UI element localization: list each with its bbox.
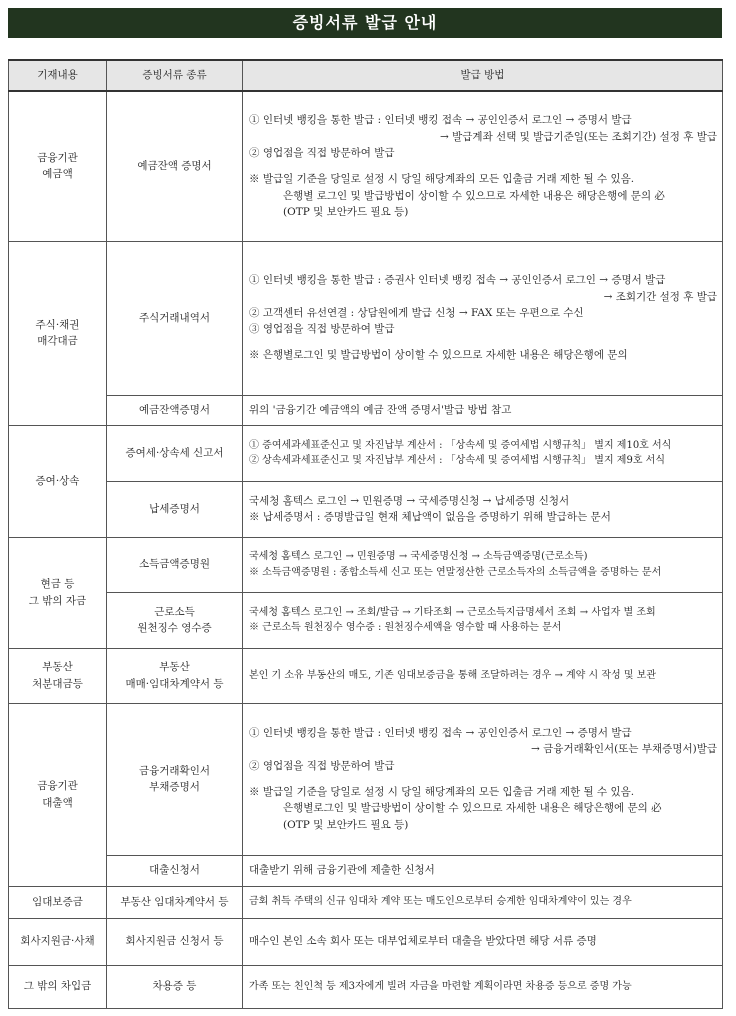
document-cell	[107, 425, 243, 481]
method-line: → 금융거래확인서(또는 부채증명서)발급	[531, 743, 717, 756]
category-text: 현금 등	[40, 578, 75, 591]
method-line: ② 고객센터 유선연결 : 상담원에게 발급 신청 → FAX 또는 우편으로 수신	[249, 306, 584, 319]
method-cell	[243, 886, 723, 918]
document-text: 대출신청서	[149, 864, 200, 877]
document-text: 증여세·상속세 신고서	[125, 446, 224, 459]
table-row	[9, 481, 723, 537]
method-cell	[243, 395, 723, 425]
method-line: ※ 은행별로그인 및 발급방법이 상이할 수 있으므로 자세한 내용은 해당은행에 문의	[249, 349, 628, 362]
table-row	[9, 241, 723, 395]
category-cell	[9, 703, 107, 886]
method-cell	[243, 592, 723, 648]
method-cell	[243, 703, 723, 855]
method-cell	[243, 965, 723, 1008]
category-text: 금융기관	[37, 780, 78, 793]
method-line: ② 영업점을 직접 방문하여 발급	[249, 759, 395, 772]
method-line: ① 인터넷 뱅킹을 통한 발급 : 인터넷 뱅킹 접속 → 공인인증서 로그인 → 증명서 발급	[249, 727, 632, 740]
document-text: 원천징수 영수증	[137, 622, 212, 634]
method-cell	[243, 537, 723, 592]
method-line: 국세청 홈텍스 로그인 → 조회/발급 → 기타조회 → 근로소득지급명세서 조회 → 사업자 별 조회	[249, 606, 656, 618]
method-line: 국세청 홈텍스 로그인 → 민원증명 → 국세증명신청 → 소득금액증명(근로소득)	[249, 551, 588, 562]
document-text: 주식거래내역서	[138, 311, 210, 324]
document-cell	[107, 855, 243, 886]
document-cell	[107, 886, 243, 918]
method-line: → 조회기간 설정 후 발급	[603, 290, 717, 303]
document-cell	[107, 91, 243, 241]
method-line: ② 영업점을 직접 방문하여 발급	[249, 146, 395, 159]
document-text: 예금잔액 증명서	[137, 160, 212, 173]
method-line: 대출받기 위해 금융기관에 제출한 신청서	[249, 864, 435, 877]
table-row	[9, 965, 723, 1008]
document-text: 부동산 임대차계약서 등	[120, 895, 229, 908]
spacer	[249, 774, 717, 784]
spacer	[249, 337, 717, 347]
header-document-type: 증빙서류 종류	[107, 60, 243, 91]
table-header-row	[9, 60, 723, 91]
page-title: 증빙서류 발급 안내	[8, 8, 722, 38]
table-row	[9, 648, 723, 703]
document-text: 예금잔액증명서	[138, 403, 210, 416]
category-cell	[9, 918, 107, 965]
document-cell	[107, 592, 243, 648]
method-cell	[243, 648, 723, 703]
method-line: 금회 취득 주택의 신규 임대차 계약 또는 매도인으로부터 승계한 임대차계약이 있는 경우	[249, 896, 632, 908]
document-cell	[107, 965, 243, 1008]
category-text: 처분대금등	[32, 677, 83, 690]
category-cell	[9, 91, 107, 241]
document-cell	[107, 703, 243, 855]
category-cell	[9, 648, 107, 703]
document-text: 차용증 등	[152, 980, 197, 993]
category-text: 그 밖의 자금	[28, 594, 87, 607]
header-category: 기재내용	[9, 60, 107, 91]
category-text: 매각대금	[37, 335, 78, 347]
table-row	[9, 855, 723, 886]
document-text: 근로소득	[154, 605, 195, 618]
category-text: 금융기관	[37, 151, 78, 164]
category-text: 부동산	[42, 661, 73, 674]
method-cell	[243, 918, 723, 965]
document-text: 매매·임대차계약서 등	[125, 677, 224, 690]
table-row	[9, 91, 723, 241]
document-text: 부채증명서	[149, 781, 200, 793]
method-line: 본인 기 소유 부동산의 매도, 기존 임대보증금을 통해 조달하려는 경우 → 계약 시 작성 및 보관	[249, 669, 656, 681]
category-cell	[9, 537, 107, 648]
table-row	[9, 425, 723, 481]
method-line: ① 증여세과세표준신고 및 자진납부 계산서 : 「상속세 및 증여세법 시행규칙」 별지 제10호 서식	[249, 439, 672, 451]
category-cell	[9, 425, 107, 537]
method-line: ① 인터넷 뱅킹을 통한 발급 : 인터넷 뱅킹 접속 → 공인인증서 로그인 → 증명서 발급	[249, 114, 632, 127]
category-text: 주식·채권	[35, 318, 80, 331]
document-text: 회사지원금 신청서 등	[125, 935, 224, 948]
spacer	[249, 161, 717, 171]
method-line: (OTP 및 보안카드 필요 등)	[283, 205, 409, 218]
document-table	[8, 59, 723, 1009]
method-line: 은행별로그인 및 발급방법이 상이할 수 있으므로 자세한 내용은 해당은행에 문의 必	[283, 802, 662, 815]
method-line: ① 인터넷 뱅킹을 통한 발급 : 증권사 인터넷 뱅킹 접속 → 공인인증서 로그인 → 증명서 발급	[249, 274, 666, 287]
document-cell	[107, 648, 243, 703]
method-cell	[243, 425, 723, 481]
category-cell	[9, 965, 107, 1008]
method-line: 국세청 홈텍스 로그인 → 민원증명 → 국세증명신청 → 납세증명 신청서	[249, 494, 570, 507]
method-line: ※ 발급일 기준을 당일로 설정 시 당일 해당계좌의 모든 입출금 거래 제한 될 수 있음.	[249, 786, 635, 798]
category-cell	[9, 886, 107, 918]
method-cell	[243, 481, 723, 537]
document-cell	[107, 537, 243, 592]
table-row	[9, 703, 723, 855]
method-line: (OTP 및 보안카드 필요 등)	[283, 818, 409, 831]
document-cell	[107, 918, 243, 965]
method-cell	[243, 855, 723, 886]
document-text: 금융거래확인서	[138, 764, 210, 777]
table-row	[9, 537, 723, 592]
category-text: 대출액	[42, 796, 73, 809]
document-cell	[107, 241, 243, 395]
method-line: ② 상속세과세표준신고 및 자진납부 계산서 : 「상속세 및 증여세법 시행규칙」 별지 제9호 서식	[249, 455, 665, 466]
method-line: 가족 또는 친인척 등 제3자에게 빌려 자금을 마련할 계획이라면 차용증 등으로 증명 가능	[249, 980, 632, 992]
category-text: 그 밖의 차입금	[23, 980, 92, 993]
category-cell	[9, 241, 107, 425]
method-line: ※ 근로소득 원천징수 영수증 : 원천징수세액을 영수할 때 사용하는 문서	[249, 622, 562, 633]
method-line: ※ 납세증명서 : 증명발급일 현재 체납액이 없음을 증명하기 위해 발급하는 문서	[249, 511, 611, 523]
method-line: ※ 소득금액증명원 : 종합소득세 신고 또는 연말정산한 근로소득자의 소득금액을 증명하는 문서	[249, 566, 662, 578]
category-text: 임대보증금	[32, 895, 83, 908]
category-text: 예금액	[42, 168, 73, 181]
method-line: ③ 영업점을 직접 방문하여 발급	[249, 323, 395, 336]
table-row	[9, 918, 723, 965]
method-line: ※ 발급일 기준을 당일로 설정 시 당일 해당계좌의 모든 입출금 거래 제한 될 수 있음.	[249, 173, 635, 186]
table-row	[9, 395, 723, 425]
document-text: 납세증명서	[149, 502, 200, 515]
method-line: 매수인 본인 소속 회사 또는 대부업체로부터 대출을 받았다면 해당 서류 증명	[249, 935, 597, 948]
method-cell	[243, 91, 723, 241]
document-text: 소득금액증명원	[138, 558, 210, 571]
table-row	[9, 592, 723, 648]
document-text: 부동산	[159, 661, 190, 674]
method-line: → 발급계좌 선택 및 발급기준일(또는 조회기간) 설정 후 발급	[440, 130, 717, 143]
header-issuance-method: 발급 방법	[243, 60, 723, 91]
document-cell	[107, 395, 243, 425]
method-line: 위의 '금융기간 예금액의 예금 잔액 증명서'발급 방법 참고	[249, 403, 512, 416]
method-cell	[243, 241, 723, 395]
method-line: 은행별 로그인 및 발급방법이 상이할 수 있으므로 자세한 내용은 해당은행에 문의 必	[283, 189, 665, 202]
category-text: 회사지원금·사채	[20, 935, 95, 948]
table-row	[9, 886, 723, 918]
document-cell	[107, 481, 243, 537]
category-text: 증여·상속	[35, 474, 80, 487]
